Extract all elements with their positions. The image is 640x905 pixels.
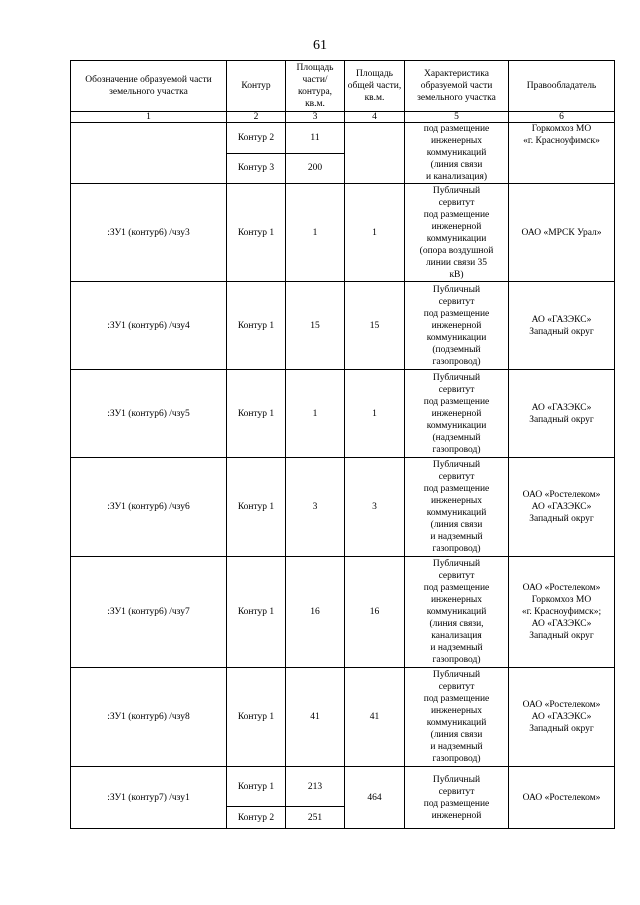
area-cell: 251 <box>286 807 345 829</box>
characteristic-cell: под размещение инженерных коммуникаций (линия связи и канализация) <box>405 123 509 184</box>
contour-cell: Контур 1 <box>227 557 286 668</box>
total-area-cell: 16 <box>345 557 405 668</box>
owner-cell: ОАО «Ростелеком» Горкомхоз МО «г. Красноуфимск»; АО «ГАЗЭКС» Западный округ <box>509 557 615 668</box>
page-number: 61 <box>313 38 327 53</box>
table-row <box>71 370 615 458</box>
total-area-cell: 3 <box>345 458 405 557</box>
total-area-cell <box>345 123 405 184</box>
contour-cell: Контур 3 <box>227 153 286 184</box>
area-cell: 16 <box>286 557 345 668</box>
header-cell: Правообладатель <box>509 61 615 112</box>
table-row <box>71 767 615 807</box>
header-cell: Обозначение образуемой части земельного участка <box>71 61 227 112</box>
table-row <box>71 557 615 668</box>
characteristic-cell: Публичный сервитут под размещение инженерной коммуникации (подземный газопровод) <box>405 282 509 370</box>
contour-cell: Контур 2 <box>227 123 286 154</box>
column-number: 1 <box>71 112 227 123</box>
owner-cell: АО «ГАЗЭКС» Западный округ <box>509 282 615 370</box>
part-id-cell: :ЗУ1 (контур6) /чзу8 <box>71 668 227 767</box>
characteristic-cell: Публичный сервитут под размещение инженерной коммуникации (надземный газопровод) <box>405 370 509 458</box>
part-id-cell: :ЗУ1 (контур6) /чзу7 <box>71 557 227 668</box>
owner-cell: ОАО «Ростелеком» АО «ГАЗЭКС» Западный округ <box>509 668 615 767</box>
area-cell: 41 <box>286 668 345 767</box>
table-header-row <box>71 61 615 112</box>
area-cell: 1 <box>286 370 345 458</box>
part-id-cell: :ЗУ1 (контур6) /чзу3 <box>71 184 227 282</box>
total-area-cell: 1 <box>345 370 405 458</box>
owner-cell: Горкомхоз МО «г. Красноуфимск» <box>509 123 615 184</box>
part-id-cell: :ЗУ1 (контур7) /чзу1 <box>71 767 227 829</box>
column-number: 2 <box>227 112 286 123</box>
area-cell: 3 <box>286 458 345 557</box>
owner-cell: ОАО «МРСК Урал» <box>509 184 615 282</box>
table-row <box>71 123 615 154</box>
part-id-cell: :ЗУ1 (контур6) /чзу5 <box>71 370 227 458</box>
contour-cell: Контур 1 <box>227 184 286 282</box>
column-number: 6 <box>509 112 615 123</box>
contour-cell: Контур 1 <box>227 282 286 370</box>
area-cell: 15 <box>286 282 345 370</box>
characteristic-cell: Публичный сервитут под размещение инженерных коммуникаций (линия связи, канализация и надземный газопровод) <box>405 557 509 668</box>
header-cell: Площадь части/ контура, кв.м. <box>286 61 345 112</box>
part-id-cell: :ЗУ1 (контур6) /чзу4 <box>71 282 227 370</box>
header-cell: Площадь общей части, кв.м. <box>345 61 405 112</box>
column-number: 5 <box>405 112 509 123</box>
part-id-cell <box>71 123 227 184</box>
area-cell: 11 <box>286 123 345 154</box>
table-row <box>71 282 615 370</box>
column-number: 3 <box>286 112 345 123</box>
characteristic-cell: Публичный сервитут под размещение инженерной <box>405 767 509 829</box>
contour-cell: Контур 1 <box>227 767 286 807</box>
contour-cell: Контур 1 <box>227 458 286 557</box>
table-row <box>71 668 615 767</box>
area-cell: 213 <box>286 767 345 807</box>
total-area-cell: 1 <box>345 184 405 282</box>
owner-cell: ОАО «Ростелеком» АО «ГАЗЭКС» Западный округ <box>509 458 615 557</box>
area-cell: 200 <box>286 153 345 184</box>
owner-cell: ОАО «Ростелеком» <box>509 767 615 829</box>
column-number: 4 <box>345 112 405 123</box>
total-area-cell: 15 <box>345 282 405 370</box>
contour-cell: Контур 1 <box>227 668 286 767</box>
land-parts-table <box>70 60 615 829</box>
header-cell: Характеристика образуемой части земельного участка <box>405 61 509 112</box>
table-row <box>71 184 615 282</box>
characteristic-cell: Публичный сервитут под размещение инженерной коммуникации (опора воздушной линии связи 35 кВ) <box>405 184 509 282</box>
column-number-row <box>71 112 615 123</box>
header-cell: Контур <box>227 61 286 112</box>
characteristic-cell: Публичный сервитут под размещение инженерных коммуникаций (линия связи и надземный газопровод) <box>405 458 509 557</box>
total-area-cell: 464 <box>345 767 405 829</box>
characteristic-cell: Публичный сервитут под размещение инженерных коммуникаций (линия связи и надземный газопровод) <box>405 668 509 767</box>
contour-cell: Контур 1 <box>227 370 286 458</box>
owner-cell: АО «ГАЗЭКС» Западный округ <box>509 370 615 458</box>
contour-cell: Контур 2 <box>227 807 286 829</box>
part-id-cell: :ЗУ1 (контур6) /чзу6 <box>71 458 227 557</box>
total-area-cell: 41 <box>345 668 405 767</box>
area-cell: 1 <box>286 184 345 282</box>
table-row <box>71 458 615 557</box>
